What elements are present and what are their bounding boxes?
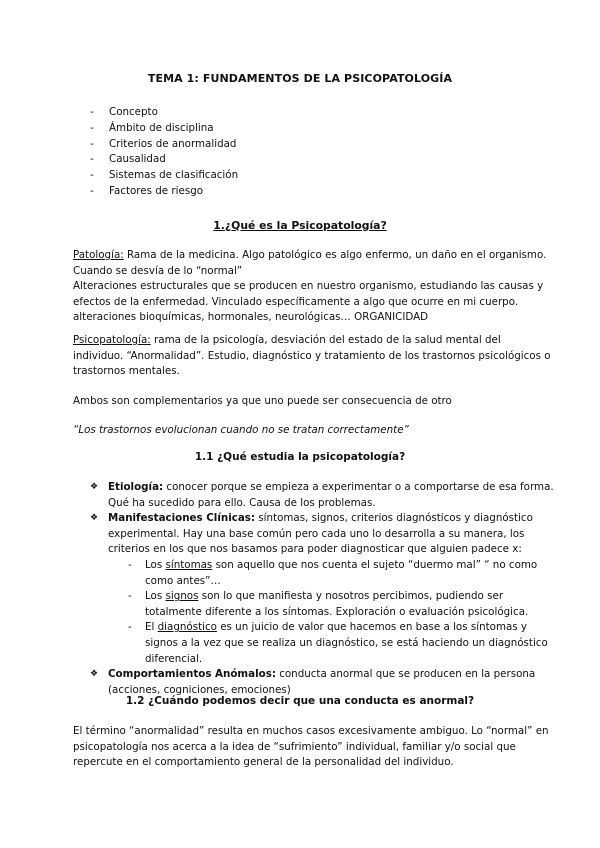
complementarios-paragraph: Ambos son complementarios ya que uno puede ser consecuencia de otro bbox=[73, 395, 452, 407]
term: Comportamientos Anómalos: bbox=[108, 668, 276, 681]
list-item: - Causalidad bbox=[90, 153, 166, 166]
section-heading: 1.¿Qué es la Psicopatología? bbox=[213, 219, 387, 232]
term: signos bbox=[165, 590, 199, 603]
term: Psicopatología: bbox=[73, 334, 151, 346]
bullet-list bbox=[90, 480, 554, 698]
section-heading: 1.2 ¿Cuándo podemos decir que una conducta es anormal? bbox=[125, 695, 475, 707]
patologia-paragraph: Patología: Rama de la medicina. Algo patológico es algo enfermo, un daño en el organismo. Cuando se desvía de lo “normal” Alteraciones estructurales que se producen en nuestro organismo, estudiando las causas y efectos de la enfermedad. Vinculado específicamente a algo que ocurre en mi cuerpo. alteraciones bioquímicas, hormonales, neurológicas… ORGANICIDAD bbox=[73, 249, 547, 324]
list-item: - Factores de riesgo bbox=[90, 184, 204, 197]
list-item: - Criterios de anormalidad bbox=[90, 137, 237, 150]
list-item: ❖ Comportamientos Anómalos: conducta anormal que se producen en la persona (acciones, cogniciones, emociones) bbox=[90, 668, 536, 696]
list-item: ❖ Manifestaciones Clínicas: síntomas, signos, criterios diagnósticos y diagnóstico experimental. Hay una base común pero cada uno lo desarrolla a su manera, los criterios en los que nos basamos para poder diagnosticar que alguien padece x: bbox=[90, 512, 533, 556]
list-item: ❖ Etiología: conocer porque se empieza a experimentar o a comportarse de esa forma. Qué ha sucedido para ello. Causa de los problemas. bbox=[90, 481, 554, 509]
diamond-bullet-icon: ❖ bbox=[90, 482, 99, 492]
page-title: TEMA 1: FUNDAMENTOS DE LA PSICOPATOLOGÍA bbox=[147, 72, 453, 85]
list-item: - Ámbito de disciplina bbox=[90, 121, 214, 134]
anormalidad-paragraph: El término “anormalidad” resulta en muchos casos excesivamente ambiguo. Lo “normal” en psicopatología nos acerca a la idea de “sufrimiento” individual, familiar y/o social que repercute en el comportamiento general de la personalidad del individuo. bbox=[73, 725, 549, 769]
sub-list-item: - Los síntomas son aquello que nos cuenta el sujeto “duermo mal” “ no como como antes”… bbox=[128, 558, 538, 587]
list-item: - Sistemas de clasificación bbox=[90, 169, 239, 182]
term: Manifestaciones Clínicas: bbox=[108, 512, 256, 525]
sub-list-item: - El diagnóstico es un juicio de valor que hacemos en base a los síntomas y signos a la vez que se realiza un diagnóstico, se está haciendo un diagnóstico diferencial. bbox=[128, 621, 548, 665]
section-heading: 1.1 ¿Qué estudia la psicopatología? bbox=[194, 451, 406, 463]
quote: “Los trastornos evolucionan cuando no se tratan correctamente” bbox=[73, 424, 409, 436]
sub-list-item: - Los signos son lo que manifiesta y nosotros percibimos, pudiendo ser totalmente diferente a los síntomas. Exploración o evaluación psicológica. bbox=[128, 590, 529, 618]
diamond-bullet-icon: ❖ bbox=[90, 513, 99, 524]
term: diagnóstico bbox=[157, 621, 217, 634]
list-item: - Concepto bbox=[90, 106, 158, 118]
psicopatologia-paragraph: Psicopatología: rama de la psicología, desviación del estado de la salud mental del individuo. “Anormalidad”. Estudio, diagnóstico y tratamiento de los trastornos psicológicos o trastornos mentales. bbox=[73, 334, 551, 378]
term: Patología: bbox=[73, 249, 124, 261]
topic-list bbox=[90, 105, 238, 200]
term: Etiología: bbox=[108, 481, 164, 493]
term: síntomas bbox=[165, 558, 213, 571]
diamond-bullet-icon: ❖ bbox=[90, 669, 99, 680]
